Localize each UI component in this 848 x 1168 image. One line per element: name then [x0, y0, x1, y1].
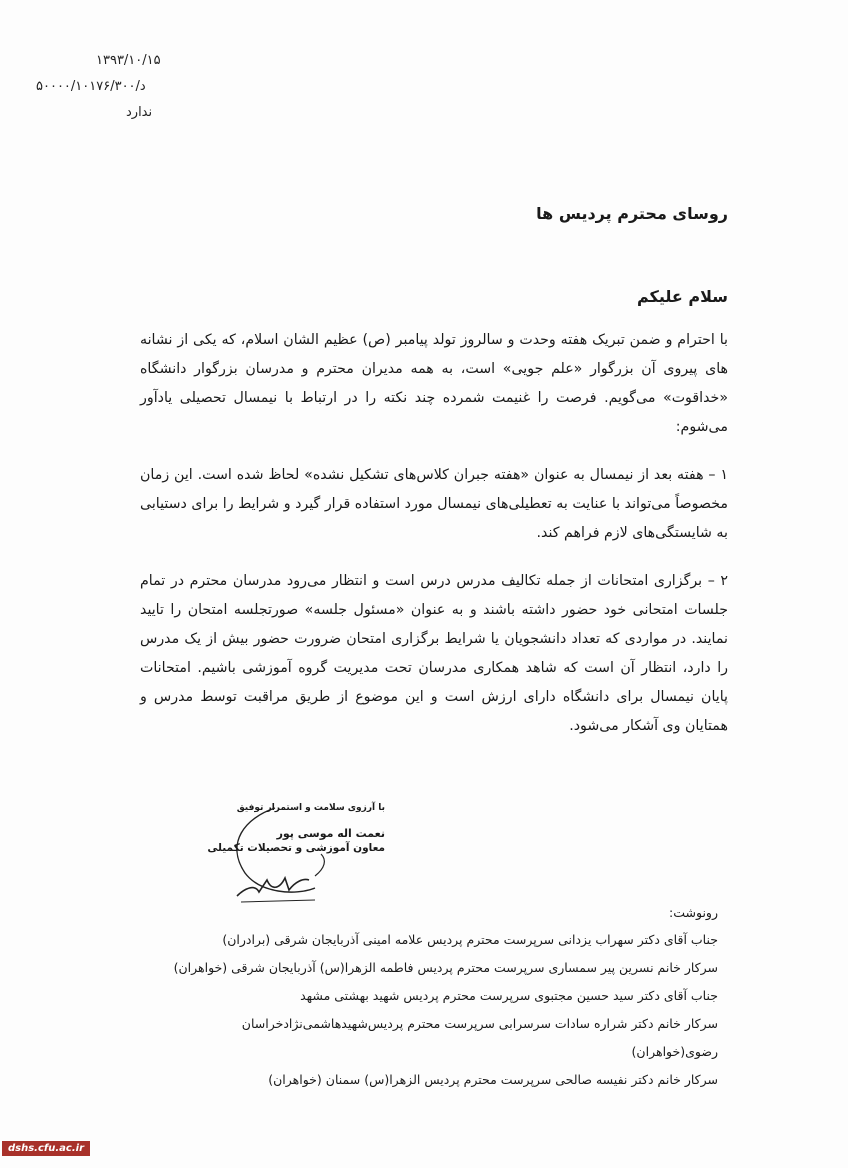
reference-number: ۵۰۰۰۰/۱۰۱۷۶/۳۰۰/د	[36, 79, 146, 94]
signatory-name: نعمت اله موسی پور	[276, 827, 385, 840]
intro-paragraph: با احترام و ضمن تبریک هفته وحدت و سالروز تولد پیامبر (ص) عظیم الشان اسلام، که یکی از نشانه های پیروی آن بزرگوار «علم جویی» است، به همه مدیران محترم و مدرسان بزرگوار دانشگاه «خداقوت» می‌گویم. فرصت را غنیمت شمرده چند نکته را در ارتباط با نیمسال تحصیلی یادآور می‌شوم:	[140, 332, 728, 435]
signatory-title: معاون آموزشی و تحصیلات تکمیلی	[207, 842, 385, 854]
signature-block	[175, 798, 385, 908]
signature-wish: با آرزوی سلامت و استمرار توفیق	[236, 803, 385, 813]
letter-date: ۱۳۹۳/۱۰/۱۵	[96, 53, 161, 68]
site-watermark: dshs.cfu.ac.ir	[2, 1141, 90, 1156]
attachment-status: ندارد	[126, 105, 153, 120]
cc-item: جناب آقای دکتر سید حسین مجتبوی سرپرست محترم پردیس شهید بهشتی مشهد	[300, 988, 718, 1003]
cc-list	[170, 900, 718, 1094]
letter-meta	[36, 48, 176, 126]
cc-item: جناب آقای دکتر سهراب یزدانی سرپرست محترم پردیس علامه امینی آذربایجان شرقی (برادران)	[222, 932, 718, 947]
greeting: سلام علیکم	[636, 287, 728, 306]
letter-body	[140, 326, 728, 760]
cc-item: سرکار خانم دکتر نفیسه صالحی سرپرست محترم پردیس الزهرا(س) سمنان (خواهران)	[268, 1072, 718, 1087]
recipient-heading: روسای محترم پردیس ها	[536, 204, 728, 223]
cc-title: رونوشت:	[669, 905, 718, 920]
point-2-paragraph: ۲ – برگزاری امتحانات از جمله تکالیف مدرس درس است و انتظار می‌رود مدرسان محترم در تمام جلسات امتحانی خود حضور داشته باشند و به عنوان «مسئول جلسه» صورتجلسه امتحان را تایید نمایند. در مواردی که تعداد دانشجویان یا شرایط برگزاری امتحان ضرورت حضور بیش از یک مدرس را دارد، انتظار آن است که شاهد همکاری مدرسان تحت مدیریت گروه آموزشی باشیم. امتحانات پایان نیمسال برای دانشگاه دارای ارزش است و این موضوع از طریق مراقبت توسط مدرس و همتایان وی آشکار می‌شود.	[140, 573, 728, 734]
cc-item: سرکار خانم نسرین پیر سمساری سرپرست محترم پردیس فاطمه الزهرا(س) آذربایجان شرقی (خواهران)	[173, 960, 718, 975]
point-1-paragraph: ۱ – هفته بعد از نیمسال به عنوان «هفته جبران کلاس‌های تشکیل نشده» لحاظ شده است. این زمان مخصوصاً می‌تواند با عنایت به تعطیلی‌های نیمسال مورد استفاده قرار گیرد و شرایط را برای دستیابی به شایستگی‌های لازم فراهم کند.	[140, 467, 728, 541]
cc-item: سرکار خانم دکتر شراره سادات سرسرابی سرپرست محترم پردیس‌شهیدهاشمی‌نژادخراسان رضوی(خواهران)	[241, 1016, 718, 1059]
